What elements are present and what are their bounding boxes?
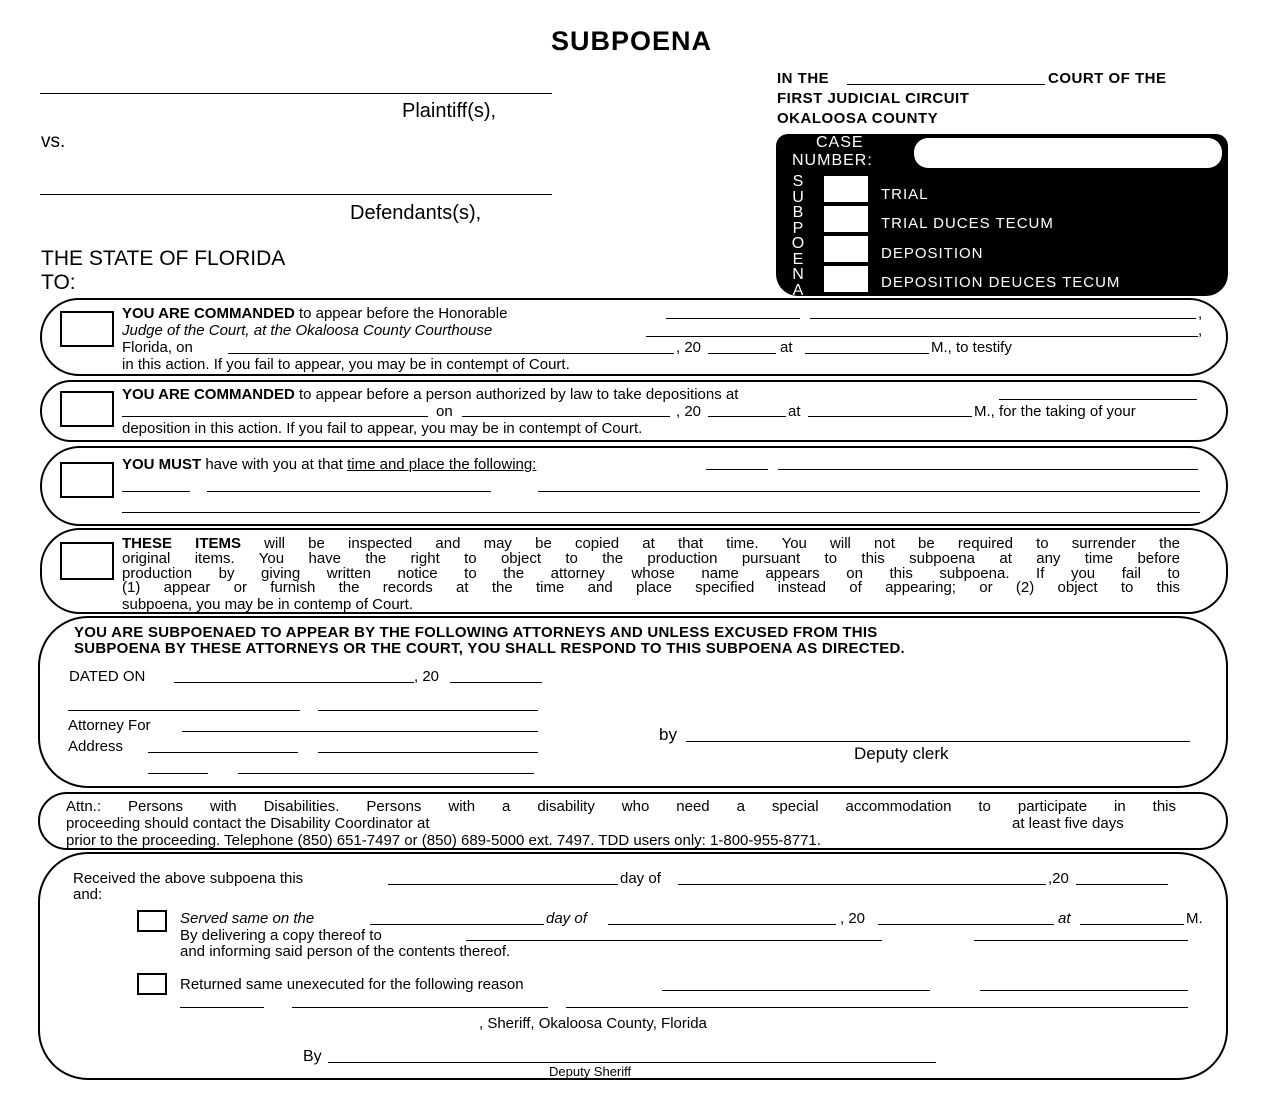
defendant-name-field[interactable] [40, 194, 552, 195]
attorney-name-field-a[interactable] [68, 710, 300, 711]
case-panel [776, 134, 1228, 299]
items-field-2c[interactable] [538, 491, 1200, 492]
section2-text-1: to appear before a person authorized by law to take depositions at [294, 386, 739, 403]
page-title: SUBPOENA [550, 26, 713, 56]
attorney-for-label: Attorney For [68, 717, 151, 734]
section3-text-b: time and place the following: [347, 456, 537, 473]
attorney-for-field[interactable] [182, 731, 538, 732]
section1-text-1: to appear before the Honorable [294, 305, 508, 322]
items-field-2b[interactable] [207, 491, 491, 492]
trial-checkbox[interactable] [824, 176, 868, 202]
received-year-label: ,20 [1048, 870, 1069, 887]
section4-line3: production by giving written notice to the attorney whose name appears on this subpoena. If you fail to [122, 565, 1180, 582]
reason-field-c[interactable] [180, 1007, 264, 1008]
section2-taking-label: M., for the taking of your [974, 403, 1136, 420]
received-day-field[interactable] [388, 884, 618, 885]
section3-text-a: have with you at that [201, 456, 348, 473]
to-label: TO: [41, 271, 76, 294]
state-label: THE STATE OF FLORIDA [41, 247, 286, 270]
section2-year-label: , 20 [676, 403, 702, 420]
section1-line2: Judge of the Court, at the Okaloosa County Courthouse [122, 322, 493, 339]
section1-line1 [122, 305, 507, 322]
delivered-to-field-a[interactable] [466, 940, 882, 941]
section3-bold: YOU MUST [122, 456, 202, 473]
informing-label: and informing said person of the contents thereof. [180, 943, 511, 960]
judge-name-field-1[interactable] [666, 318, 800, 319]
dated-on-field[interactable] [174, 682, 414, 683]
deposition-label: DEPOSITION [881, 245, 984, 262]
case-label-2: NUMBER: [792, 152, 873, 169]
appear-time-field[interactable] [805, 353, 929, 354]
section2-on-label: on [436, 403, 453, 420]
items-field-1b[interactable] [778, 469, 1198, 470]
section2-line3: deposition in this action. If you fail to appear, you may be in contempt of Court. [122, 420, 643, 437]
served-year-field[interactable] [878, 924, 1054, 925]
served-year-label: , 20 [840, 910, 866, 927]
court-line-1-pre: IN THE [777, 70, 830, 87]
plaintiff-label: Plaintiff(s), [402, 100, 497, 122]
court-line-3: OKALOOSA COUNTY [777, 110, 939, 127]
section3-checkbox[interactable] [60, 462, 114, 498]
section2-line1 [122, 386, 738, 403]
courthouse-field[interactable] [646, 336, 1198, 337]
section4-line2: original items. You have the right to object to the production pursuant to this subpoena at any time before [122, 550, 1180, 567]
section1-line4: in this action. If you fail to appear, you may be in contempt of Court. [122, 356, 570, 373]
reason-field-a[interactable] [662, 990, 930, 991]
section4-checkbox[interactable] [60, 542, 114, 580]
section1-comma-1: , [1198, 305, 1203, 322]
deposition-checkbox[interactable] [824, 236, 868, 262]
delivered-to-field-b[interactable] [974, 940, 1188, 941]
served-day-of-label: day of [546, 910, 587, 927]
items-field-3[interactable] [122, 512, 1200, 513]
plaintiff-name-field[interactable] [40, 93, 552, 94]
disabilities-line-2a: proceeding should contact the Disability Coordinator at [66, 815, 430, 832]
deputy-sheriff-label: Deputy Sheriff [549, 1064, 632, 1079]
served-m-label: M. [1186, 910, 1203, 927]
deposition-place-field-2[interactable] [122, 416, 428, 417]
returned-checkbox[interactable] [137, 973, 167, 995]
section4-bold: THESE ITEMS [122, 535, 242, 552]
trial-duces-tecum-label: TRIAL DUCES TECUM [881, 215, 1054, 232]
received-label: Received the above subpoena this [73, 870, 304, 887]
address-field-a[interactable] [148, 752, 298, 753]
address-field-c[interactable] [148, 773, 208, 774]
section1-year-label: , 20 [676, 339, 702, 356]
defendant-label: Defendants(s), [350, 202, 482, 224]
clerk-signature-field[interactable] [686, 741, 1190, 742]
section1-line3-florida: Florida, on [122, 339, 193, 356]
served-month-field[interactable] [608, 924, 836, 925]
attorneys-heading-2: SUBPOENA BY THESE ATTORNEYS OR THE COURT, YOU SHALL RESPOND TO THIS SUBPOENA AS DIRECTED. [74, 640, 905, 657]
section4-line4: (1) appear or furnish the records at the time and place specified instead of appearing; or (2) object to this [122, 579, 1180, 596]
section2-checkbox[interactable] [60, 391, 114, 427]
section1-checkbox[interactable] [60, 311, 114, 347]
vertical-letter: S [792, 173, 804, 190]
subpoena-vertical-label [788, 174, 808, 298]
dated-year-field[interactable] [450, 682, 542, 683]
appear-date-field[interactable] [228, 353, 674, 354]
attorneys-heading-1: YOU ARE SUBPOENAED TO APPEAR BY THE FOLLOWING ATTORNEYS AND UNLESS EXCUSED FROM THIS [74, 624, 878, 641]
vertical-letter: E [792, 250, 804, 268]
deposition-place-field[interactable] [999, 399, 1197, 400]
section4-line5: subpoena, you may be in contemp of Court. [122, 596, 414, 613]
deposition-date-field[interactable] [462, 416, 670, 417]
received-year-field[interactable] [1076, 884, 1168, 885]
and-label: and: [73, 886, 103, 903]
received-month-field[interactable] [678, 884, 1046, 885]
served-at-label: at [1058, 910, 1071, 927]
served-day-field[interactable] [370, 924, 544, 925]
deputy-sheriff-signature-field[interactable] [328, 1062, 936, 1063]
attorney-name-field-b[interactable] [318, 710, 538, 711]
deposition-deuces-tecum-checkbox[interactable] [824, 266, 868, 292]
case-number-input[interactable] [914, 138, 1222, 168]
court-line-1-post: COURT OF THE [1048, 70, 1167, 87]
appear-year-field[interactable] [708, 353, 776, 354]
section2-bold: YOU ARE COMMANDED [122, 386, 295, 403]
section1-comma-2: , [1198, 322, 1203, 339]
address-label: Address [68, 738, 124, 755]
clerk-by-label: by [659, 725, 677, 744]
section2-at-label: at [788, 403, 801, 420]
disabilities-line-1: Attn.: Persons with Disabilities. Persons with a disability who need a special accommodation to participate in this [66, 798, 1176, 815]
deputy-clerk-label: Deputy clerk [854, 744, 949, 763]
served-label: Served same on the [180, 910, 315, 927]
items-field-1a[interactable] [706, 469, 768, 470]
vs-label: vs. [41, 131, 66, 152]
trial-duces-tecum-checkbox[interactable] [824, 206, 868, 232]
dated-year-label: , 20 [414, 668, 440, 685]
section1-testify-label: M., to testify [931, 339, 1012, 356]
section3-line1 [122, 456, 536, 473]
court-name-field[interactable] [847, 84, 1045, 85]
reason-field-e[interactable] [566, 1007, 1188, 1008]
deputy-sheriff-by-label: By [303, 1048, 322, 1065]
vertical-letter: O [791, 235, 805, 252]
returned-label: Returned same unexecuted for the following reason [180, 976, 524, 993]
disabilities-line-3: prior to the proceeding. Telephone (850) 651-7497 or (850) 689-5000 ext. 7497. TDD users only: 1-800-955-8771. [66, 832, 821, 849]
address-field-b[interactable] [318, 752, 538, 753]
section1-at-label: at [780, 339, 793, 356]
delivering-label: By delivering a copy thereof to [180, 927, 382, 944]
court-line-2: FIRST JUDICIAL CIRCUIT [777, 90, 970, 107]
items-field-2a[interactable] [122, 491, 190, 492]
reason-field-b[interactable] [980, 990, 1188, 991]
vertical-letter: A [792, 281, 804, 299]
received-day-of-label: day of [620, 870, 661, 887]
address-field-d[interactable] [238, 773, 534, 774]
served-time-field[interactable] [1080, 924, 1184, 925]
deposition-time-field[interactable] [808, 416, 972, 417]
deposition-deuces-tecum-label: DEPOSITION DEUCES TECUM [881, 274, 1121, 291]
trial-label: TRIAL [881, 186, 929, 203]
case-label-1: CASE [816, 134, 864, 151]
reason-field-d[interactable] [292, 1007, 548, 1008]
dated-on-label: DATED ON [69, 668, 146, 685]
served-checkbox[interactable] [137, 910, 167, 932]
deposition-year-field[interactable] [708, 416, 786, 417]
vertical-letter: U [792, 188, 804, 206]
sheriff-label: , Sheriff, Okaloosa County, Florida [479, 1015, 707, 1032]
section4-text-1: will be inspected and may be copied at that time. You will not be required to surrender the [241, 535, 1180, 552]
vertical-letter: P [792, 219, 804, 237]
disabilities-line-2b: at least five days [1012, 815, 1124, 832]
section1-bold: YOU ARE COMMANDED [122, 305, 295, 322]
judge-name-field-2[interactable] [810, 318, 1196, 319]
vertical-letter: B [792, 204, 804, 221]
vertical-letter: N [792, 266, 804, 283]
